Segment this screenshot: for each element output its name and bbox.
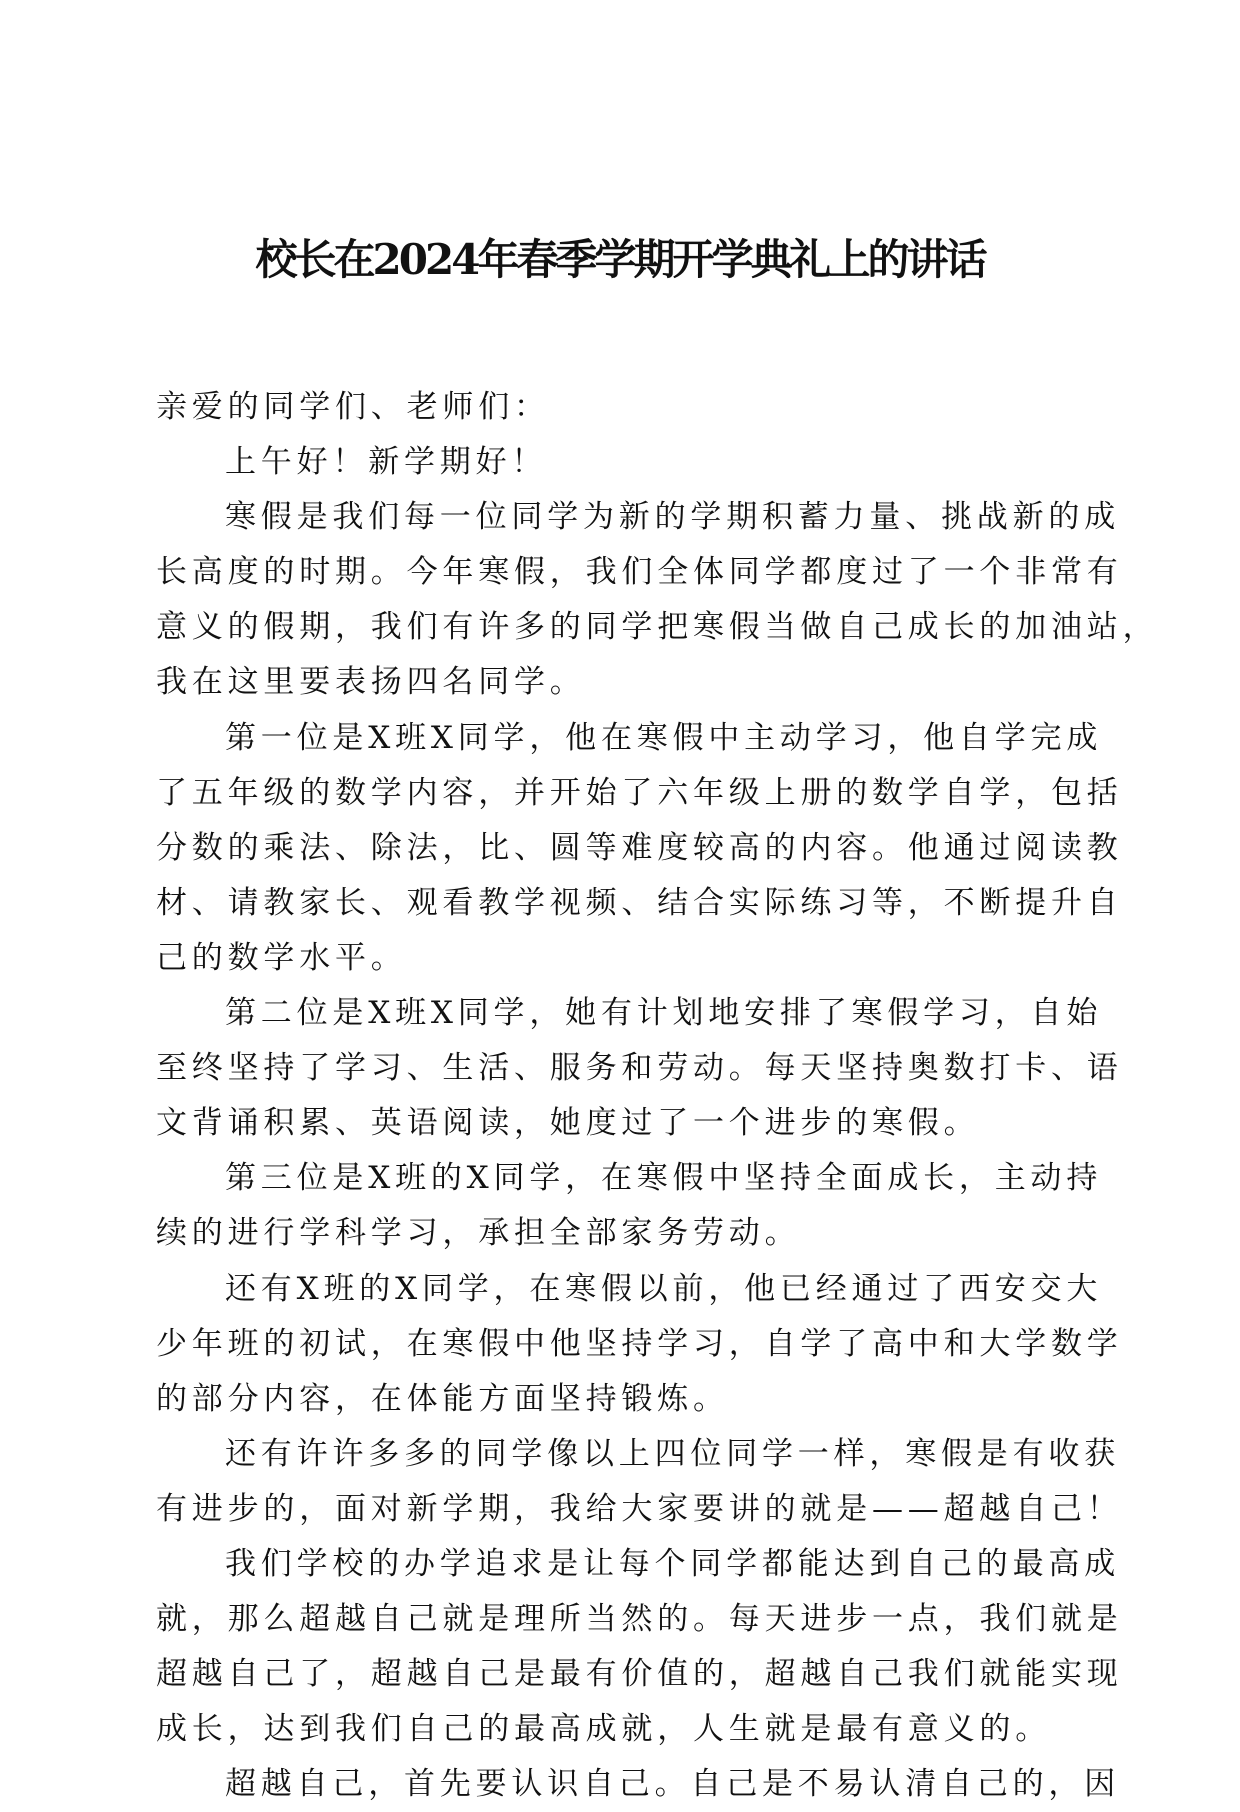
body-line: 第三位是X班的X同学，在寒假中坚持全面成长，主动持 bbox=[225, 1160, 1103, 1197]
body-line: 至终坚持了学习、生活、服务和劳动。每天坚持奥数打卡、语 bbox=[156, 1050, 1123, 1087]
body-line: 我在这里要表扬四名同学。 bbox=[156, 664, 586, 701]
body-line: 就，那么超越自己就是理所当然的。每天进步一点，我们就是 bbox=[156, 1601, 1123, 1638]
body-line: 还有X班的X同学，在寒假以前，他已经通过了西安交大 bbox=[225, 1270, 1103, 1307]
body-line: 有进步的，面对新学期，我给大家要讲的就是——超越自己！ bbox=[156, 1490, 1123, 1527]
body-line: 文背诵积累、英语阅读，她度过了一个进步的寒假。 bbox=[156, 1105, 980, 1142]
body-line: 还有许许多多的同学像以上四位同学一样，寒假是有收获 bbox=[225, 1435, 1120, 1472]
body-line: 成长，达到我们自己的最高成就，人生就是最有意义的。 bbox=[156, 1711, 1051, 1748]
body-line: 续的进行学科学习，承担全部家务劳动。 bbox=[156, 1215, 801, 1252]
body-line: 的部分内容，在体能方面坚持锻炼。 bbox=[156, 1380, 729, 1417]
document-title: 校长在2024年春季学期开学典礼上的讲话 bbox=[255, 235, 985, 284]
body-line: 材、请教家长、观看教学视频、结合实际练习等，不断提升自 bbox=[156, 884, 1123, 921]
body-line: 亲爱的同学们、老师们： bbox=[156, 389, 550, 425]
body-line: 分数的乘法、除法，比、圆等难度较高的内容。他通过阅读教 bbox=[156, 829, 1123, 866]
body-line: 己的数学水平。 bbox=[156, 939, 407, 976]
body-line: 了五年级的数学内容，并开始了六年级上册的数学自学，包括 bbox=[156, 774, 1123, 811]
body-line: 我们学校的办学追求是让每个同学都能达到自己的最高成 bbox=[225, 1545, 1120, 1582]
body-line: 第一位是X班X同学，他在寒假中主动学习，他自学完成 bbox=[225, 719, 1103, 756]
body-line: 长高度的时期。今年寒假，我们全体同学都度过了一个非常有 bbox=[156, 554, 1123, 591]
body-line: 超越自己了，超越自己是最有价值的，超越自己我们就能实现 bbox=[156, 1656, 1123, 1693]
body-line: 少年班的初试，在寒假中他坚持学习，自学了高中和大学数学 bbox=[156, 1325, 1123, 1362]
document-body bbox=[156, 380, 1159, 1812]
body-line: 超越自己，首先要认识自己。自己是不易认清自己的，因 bbox=[225, 1766, 1120, 1803]
body-line: 意义的假期，我们有许多的同学把寒假当做自己成长的加油站， bbox=[156, 609, 1159, 646]
body-line: 上午好！新学期好！ bbox=[225, 444, 548, 481]
body-line: 第二位是X班X同学，她有计划地安排了寒假学习，自始 bbox=[225, 995, 1103, 1032]
body-line: 寒假是我们每一位同学为新的学期积蓄力量、挑战新的成 bbox=[225, 499, 1120, 536]
